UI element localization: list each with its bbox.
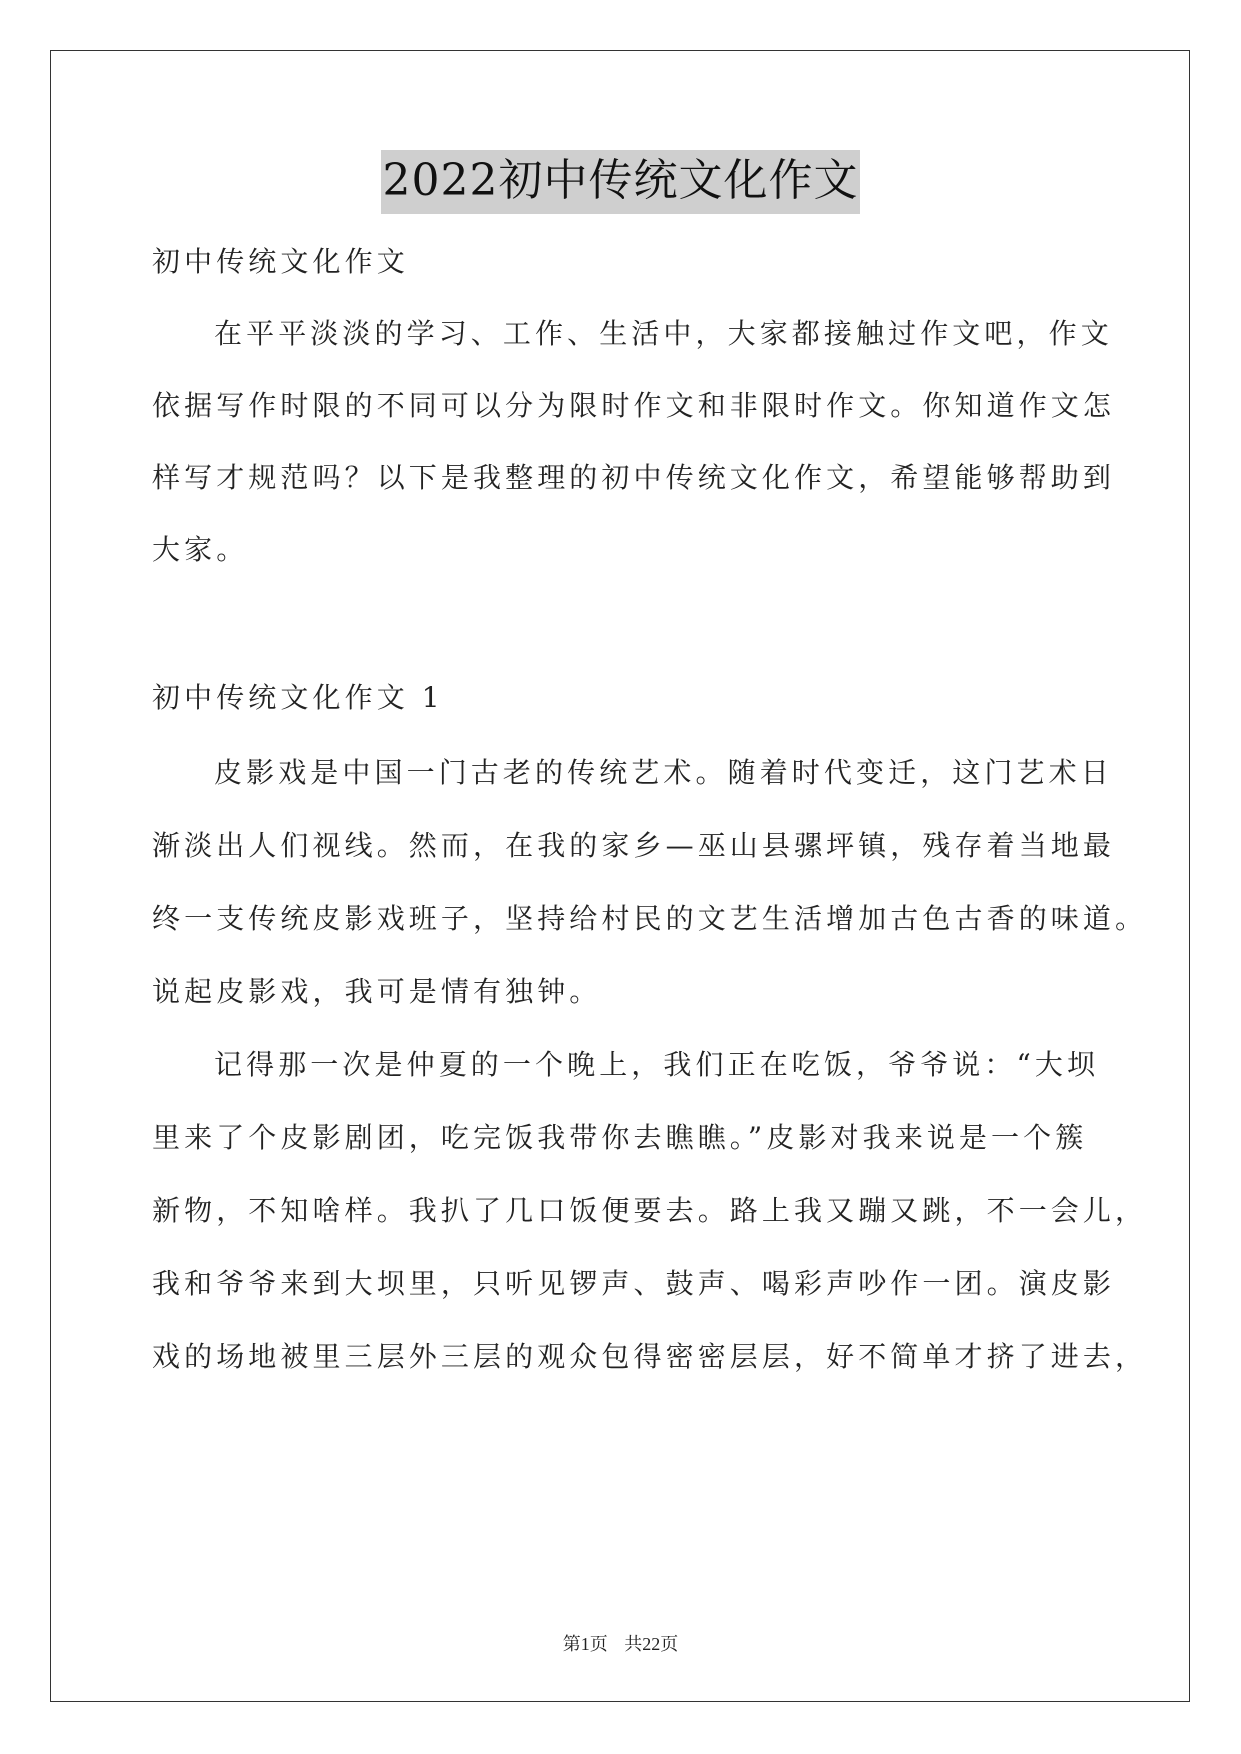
page-number: 第1页 xyxy=(562,1634,608,1654)
document-title: 2022初中传统文化作文 xyxy=(381,150,861,214)
page-footer xyxy=(0,1630,1241,1656)
paragraph-line: 记得那一次是仲夏的一个晚上，我们正在吃饭，爷爷说：“大坝 xyxy=(214,1048,1100,1081)
page-border xyxy=(50,50,1190,1702)
paragraph-line: 在平平淡淡的学习、工作、生活中，大家都接触过作文吧，作文 xyxy=(214,317,1113,350)
paragraph-line: 说起皮影戏，我可是情有独钟。 xyxy=(152,975,602,1008)
paragraph-line: 样写才规范吗？以下是我整理的初中传统文化作文，希望能够帮助到 xyxy=(152,461,1116,494)
paragraph-line: 戏的场地被里三层外三层的观众包得密密层层，好不简单才挤了进去， xyxy=(152,1340,1148,1373)
paragraph-line: 依据写作时限的不同可以分为限时作文和非限时作文。你知道作文怎 xyxy=(152,389,1116,422)
paragraph-line: 大家。 xyxy=(152,533,249,566)
paragraph-line: 我和爷爷来到大坝里，只听见锣声、鼓声、喝彩声吵作一团。演皮影 xyxy=(152,1267,1116,1300)
total-pages: 共22页 xyxy=(624,1634,679,1654)
paragraph-line: 渐淡出人们视线。然而，在我的家乡—巫山县骡坪镇，残存着当地最 xyxy=(152,829,1116,862)
paragraph-line: 里来了个皮影剧团，吃完饭我带你去瞧瞧。”皮影对我来说是一个簇 xyxy=(152,1121,1088,1154)
title-container xyxy=(0,150,1241,214)
paragraph-line: 新物，不知啥样。我扒了几口饭便要去。路上我又蹦又跳，不一会儿， xyxy=(152,1194,1148,1227)
subtitle: 初中传统文化作文 xyxy=(152,245,409,278)
paragraph-line: 终一支传统皮影戏班子，坚持给村民的文艺生活增加古色古香的味道。 xyxy=(152,902,1148,935)
paragraph-line: 皮影戏是中国一门古老的传统艺术。随着时代变迁，这门艺术日 xyxy=(214,756,1113,789)
section-heading: 初中传统文化作文 1 xyxy=(152,681,444,714)
